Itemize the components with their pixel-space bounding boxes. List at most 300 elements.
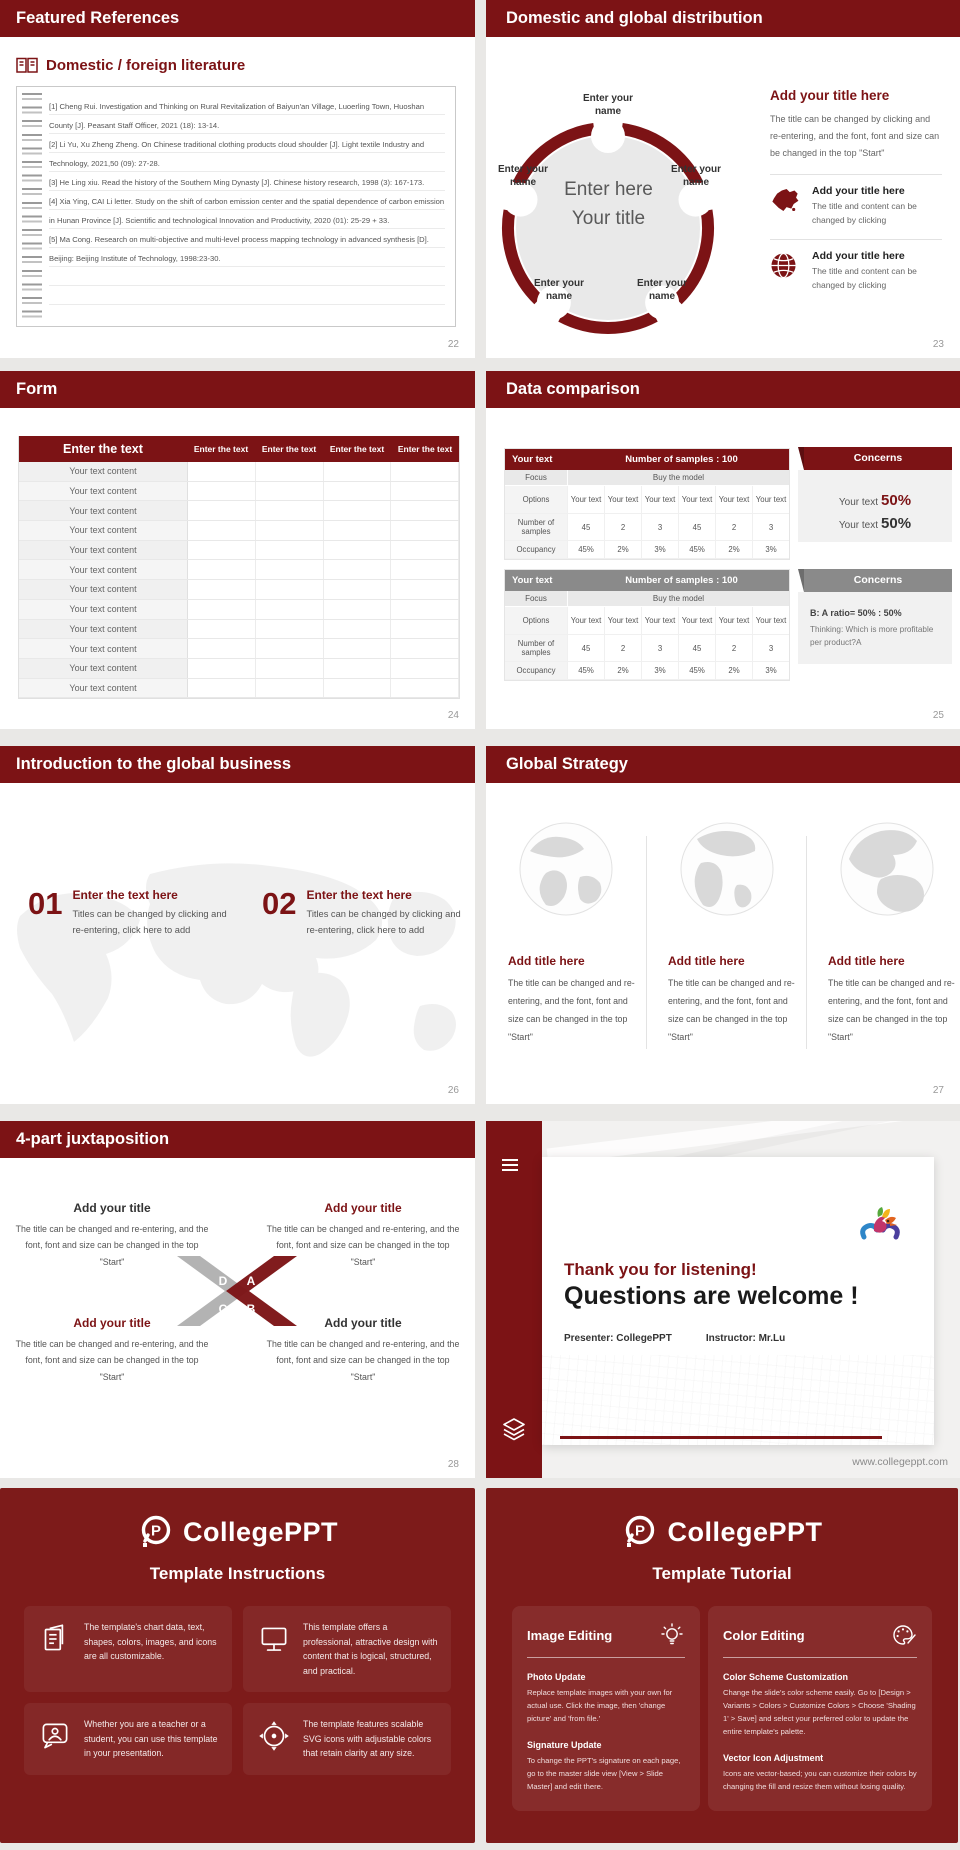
- divider: [723, 1657, 917, 1658]
- china-map-icon: [770, 185, 802, 227]
- table-cell: [188, 541, 256, 560]
- instruction-text: This template offers a professional, attractive design with content that is logical, structured, and practical.: [303, 1622, 438, 1676]
- table-cell: [188, 620, 256, 639]
- table-cell: Your text: [715, 486, 752, 513]
- table-cell: [188, 501, 256, 520]
- row-label: Your text content: [19, 620, 188, 639]
- table-cell: 45: [678, 514, 715, 540]
- quadrant-body: The title can be changed and re-entering, and the font, font and size can be changed in the top "Start": [266, 1224, 460, 1267]
- section-body: To change the PPT's signature on each page, go to the master slide view [View > Slide Master] and edit there.: [527, 1755, 681, 1791]
- table-cell: Your text: [641, 607, 678, 634]
- node-label-right: Enter your name: [671, 164, 722, 188]
- ribbon-letter-b: B: [246, 1302, 256, 1316]
- table-cell: 45%: [567, 541, 604, 558]
- table-cell: 3%: [641, 662, 678, 679]
- row-label: Options: [505, 607, 567, 634]
- table-cell: [188, 521, 256, 540]
- reference-item: [1] Cheng Rui. Investigation and Thinking on Rural Revitalization of Baiyun'an Village, Luoerling Town, Huoshan County [J]. Peasant Staff Officer, 2021 (18): 13-14.: [49, 102, 425, 130]
- item-number: 02: [262, 886, 297, 921]
- row-label: Your text content: [19, 659, 188, 678]
- gear-center-line2: Your title: [571, 208, 646, 230]
- table-cell: [391, 679, 459, 698]
- focus-value: Buy the model: [567, 591, 789, 606]
- palette-icon: [890, 1622, 917, 1648]
- row-label: Your text content: [19, 639, 188, 658]
- table-cell: [391, 600, 459, 619]
- node-label-top: Enter your name: [583, 93, 634, 117]
- table-cell: Your text: [752, 607, 789, 634]
- row-label: Number of samples: [505, 514, 567, 540]
- section-body: Change the slide's color scheme easily. Go to [Design > Variants > Colors > Customize Colors > Choose 'Shading 1' > Save] and select your preferred color to update the entire template's palette.: [723, 1688, 916, 1736]
- sidebar-accent-strip: [486, 1121, 542, 1478]
- table-cell: [391, 521, 459, 540]
- instruction-text: Whether you are a teacher or a student, you can use this template in your presentation.: [84, 1719, 218, 1758]
- concern-value: 50%: [881, 515, 912, 532]
- instructor-label: Instructor: Mr.Lu: [705, 1333, 786, 1344]
- focus-value: Buy the model: [567, 470, 789, 485]
- school-logo: [854, 1203, 906, 1255]
- logo-letter: P: [635, 1522, 646, 1540]
- table-row: [19, 679, 459, 699]
- lightbulb-icon: [659, 1622, 685, 1648]
- table-cell: [256, 521, 324, 540]
- table-header-row: [19, 436, 459, 462]
- divider: [527, 1657, 685, 1658]
- table-cell: 45%: [567, 662, 604, 679]
- column-divider: [806, 836, 807, 1049]
- table-row: [505, 607, 789, 635]
- table-cell: 2%: [715, 541, 752, 558]
- slide-title: Introduction to the global business: [16, 755, 291, 773]
- table-cell: [256, 501, 324, 520]
- section-title: Signature Update: [527, 1739, 602, 1750]
- slide-26-preview[interactable]: [0, 746, 475, 1104]
- table-cell: [256, 462, 324, 481]
- table-cell: [256, 659, 324, 678]
- slide-24-preview[interactable]: [0, 371, 475, 729]
- slide-22-preview[interactable]: [0, 0, 475, 358]
- table-row: [19, 462, 459, 482]
- table-cell: [391, 541, 459, 560]
- table-cell: 2: [604, 514, 641, 540]
- globe-illustration-1: [518, 821, 614, 917]
- quadrant-title: Add your title: [73, 1316, 151, 1330]
- logo-letter: P: [150, 1522, 161, 1540]
- reference-item: [2] Li Yu, Xu Zheng Zheng. On Chinese traditional clothing products cloud shoulder [J]. Light textile Industry and Technology, 2021,50 (09): 27-28.: [49, 140, 425, 168]
- table-cell: [188, 639, 256, 658]
- section-title: Photo Update: [527, 1672, 586, 1682]
- page-number: 26: [447, 1085, 459, 1096]
- table-cell: [324, 462, 392, 481]
- slide-title: 4-part juxtaposition: [16, 1130, 170, 1148]
- table-row: [19, 501, 459, 521]
- ratio-line: B: A ratio= 50% : 50%: [810, 608, 902, 618]
- table-cell: [256, 679, 324, 698]
- section-title: Add your title here: [770, 88, 890, 103]
- table-cell: 2: [715, 514, 752, 540]
- strategy-column-3: [828, 954, 958, 1046]
- table-row: [19, 541, 459, 561]
- numbered-item-1: [28, 888, 232, 939]
- collegeppt-logo-icon: [621, 1514, 657, 1550]
- list-item-body: The title and content can be changed by clicking: [812, 266, 917, 291]
- questions-line: Questions are welcome !: [564, 1282, 859, 1310]
- concern-text: Your text: [838, 520, 879, 531]
- focus-label: Focus: [525, 473, 547, 482]
- section-body: Replace template images with your own for actual use. Click the image, then 'change picture' and 'from file.': [527, 1688, 673, 1723]
- table-row: [505, 486, 789, 514]
- table-header-row: [505, 570, 789, 591]
- concern-text: Your text: [838, 497, 879, 508]
- table-cell: [391, 659, 459, 678]
- row-label: Occupancy: [505, 662, 567, 679]
- row-label: Your text content: [19, 679, 188, 698]
- monitor-icon: [255, 1620, 293, 1658]
- thinking-line: Thinking: Which is more profitable per product?A: [810, 625, 934, 647]
- instruction-item: [24, 1606, 232, 1692]
- template-tutorial-panel: [486, 1488, 958, 1843]
- table-header-row: [505, 449, 789, 470]
- strategy-column-1: [508, 954, 638, 1046]
- table-cell: [324, 639, 392, 658]
- table-cell: [324, 600, 392, 619]
- section-title: Vector Icon Adjustment: [723, 1752, 824, 1763]
- table-header-cell: Enter the text: [63, 442, 143, 456]
- table-cell: [324, 521, 392, 540]
- table-row: [19, 639, 459, 659]
- thank-you-card: [542, 1157, 934, 1445]
- website-link[interactable]: www.collegeppt.com: [852, 1456, 948, 1468]
- menu-icon: [502, 1159, 518, 1174]
- instruction-item: [243, 1703, 451, 1775]
- column-title: Add title here: [508, 954, 585, 968]
- table-cell: 3%: [641, 541, 678, 558]
- slide-title: Data comparison: [506, 380, 640, 398]
- color-editing-card: [708, 1606, 932, 1811]
- list-item: [770, 174, 942, 227]
- table-corner: Your text: [512, 454, 553, 465]
- table-cell: [256, 580, 324, 599]
- template-instructions-panel: [0, 1488, 475, 1843]
- instruction-text: The template's chart data, text, shapes, colors, images, and icons are all customizable.: [84, 1622, 217, 1661]
- panel-heading: Template Instructions: [149, 1564, 326, 1583]
- slide-title: Featured References: [16, 9, 180, 27]
- column-title: Add title here: [668, 954, 745, 968]
- table-cell: [188, 659, 256, 678]
- table-cell: 45%: [678, 541, 715, 558]
- tutorial-columns: [512, 1606, 932, 1811]
- table-cell: Your text: [752, 486, 789, 513]
- row-label: Your text content: [19, 482, 188, 501]
- list-item-body: The title and content can be changed by clicking: [812, 201, 917, 225]
- reference-item: [3] He Ling xiu. Read the history of the Southern Ming Dynasty [J]. Chinese history research, 1998 (3): 167-173.: [49, 178, 425, 187]
- column-body: The title can be changed and re-entering, and the font, font and size can be changed in the top "Start": [668, 978, 795, 1043]
- table-cell: 2%: [604, 541, 641, 558]
- quadrant-title: Add your title: [324, 1201, 402, 1215]
- item-title: Enter the text here: [306, 888, 412, 902]
- instruction-item: [24, 1703, 232, 1775]
- globe-icon: [770, 250, 802, 292]
- slide-25-preview[interactable]: [486, 371, 960, 729]
- table-cell: [188, 580, 256, 599]
- gear-center-line1: Enter here: [564, 179, 653, 200]
- table-cell: Your text: [567, 607, 604, 634]
- brand-name: CollegePPT: [182, 1516, 339, 1547]
- table-cell: [391, 580, 459, 599]
- vector-scale-icon: [255, 1717, 293, 1755]
- table-cell: [391, 639, 459, 658]
- table-cell: [391, 482, 459, 501]
- table-header-cell: Enter the text: [329, 444, 385, 454]
- slide-title-bar: [0, 1121, 475, 1158]
- concerns-title: Concerns: [804, 447, 952, 470]
- instruction-item: [243, 1606, 451, 1692]
- literature-heading: [16, 57, 475, 74]
- table-cell: [256, 600, 324, 619]
- gear-center-text: [526, 175, 691, 234]
- brand-name: CollegePPT: [667, 1516, 823, 1547]
- table-cell: Your text: [604, 486, 641, 513]
- row-label: Your text content: [19, 541, 188, 560]
- table-row: [505, 635, 789, 662]
- form-table: [18, 436, 460, 699]
- concerns-callout-1: [798, 447, 952, 542]
- table-row: [505, 514, 789, 541]
- row-label: Your text content: [19, 462, 188, 481]
- collegeppt-logo: [486, 1514, 958, 1550]
- table-row: [19, 560, 459, 580]
- table-cell: 45: [678, 635, 715, 661]
- table-cell: [324, 482, 392, 501]
- comparison-table-1: [504, 448, 790, 560]
- item-number: 01: [28, 886, 63, 921]
- list-item-title: Add your title here: [812, 185, 905, 198]
- table-cell: Your text: [678, 486, 715, 513]
- references-list: [49, 97, 445, 318]
- credits-row: [564, 1333, 785, 1344]
- ribbon-letter-c: C: [218, 1302, 228, 1316]
- table-cell: 45: [567, 514, 604, 540]
- table-cell: Your text: [567, 486, 604, 513]
- column-title: Add title here: [828, 954, 905, 968]
- book-icon: [16, 57, 38, 74]
- table-cell: [188, 462, 256, 481]
- table-row: [19, 659, 459, 679]
- table-cell: [324, 679, 392, 698]
- table-row: [19, 600, 459, 620]
- table-cell: 2%: [604, 662, 641, 679]
- table-cell: [324, 659, 392, 678]
- concern-line: [808, 492, 942, 509]
- table-cell: 3: [641, 514, 678, 540]
- concerns-callout-2: [798, 569, 952, 664]
- page-number: 28: [447, 1459, 459, 1470]
- table-cell: [324, 501, 392, 520]
- literature-heading-label: Domestic / foreign literature: [46, 57, 246, 74]
- x-ribbon-graphic: [172, 1251, 302, 1331]
- table-subheader-row: [505, 591, 789, 607]
- table-header-cell: Enter the text: [261, 444, 317, 454]
- quadrant-body: The title can be changed and re-entering, and the font, font and size can be changed in the top "Start": [266, 1339, 460, 1382]
- table-cell: Your text: [604, 607, 641, 634]
- table-cell: [188, 600, 256, 619]
- table-cell: [391, 560, 459, 579]
- card-title: Image Editing: [527, 1627, 613, 1643]
- section-body: The title can be changed by clicking and re-entering, and the font, font and size can be changed in the top "Start": [770, 114, 940, 159]
- slide-title: Global Strategy: [506, 755, 628, 773]
- table-row: [19, 580, 459, 600]
- layers-diamond-icon: [500, 1417, 528, 1441]
- ribbon-letter-d: D: [218, 1274, 228, 1288]
- reference-item: [5] Ma Cong. Research on multi-objective and multi-level process mapping technology in advanced synthesis [D]. Beijing: Beijing Institute of Technology, 1998:23-30.: [49, 235, 429, 263]
- right-column: [770, 88, 942, 293]
- thank-you-slide-preview[interactable]: [486, 1121, 960, 1478]
- table-row: [19, 620, 459, 640]
- table-row: [505, 662, 789, 680]
- page-number: 23: [932, 339, 944, 350]
- slide-title-bar: [486, 371, 960, 408]
- table-cell: 3%: [752, 662, 789, 679]
- section-body: Icons are vector-based; you can customize their colors by changing the fill and resize them without losing quality.: [723, 1768, 917, 1791]
- column-divider: [646, 836, 647, 1049]
- table-cell: [324, 620, 392, 639]
- slide-title: Form: [16, 380, 58, 398]
- list-item: [770, 239, 942, 292]
- table-cell: [256, 620, 324, 639]
- quadrant-title: Add your title: [324, 1316, 402, 1330]
- strategy-column-2: [668, 954, 798, 1046]
- node-label-bottom-left: Enter your name: [534, 278, 585, 302]
- table-cell: 2: [604, 635, 641, 661]
- table-cell: 3%: [752, 541, 789, 558]
- item-body: Titles can be changed by clicking and re-entering, click here to add: [72, 909, 227, 936]
- wireframe-mesh-decoration: [542, 1355, 934, 1445]
- quadrant-body: The title can be changed and re-entering, and the font, font and size can be changed in the top "Start": [15, 1339, 209, 1382]
- table-cell: [256, 541, 324, 560]
- item-title: Enter the text here: [72, 888, 178, 902]
- table-header-cell: Enter the text: [397, 444, 453, 454]
- chat-user-icon: [36, 1717, 74, 1755]
- table-cell: [324, 541, 392, 560]
- card-title: Color Editing: [723, 1627, 805, 1643]
- row-label: Your text content: [19, 521, 188, 540]
- instructions-grid: [24, 1606, 451, 1775]
- table-cell: [188, 482, 256, 501]
- section-title: Color Scheme Customization: [723, 1672, 849, 1682]
- collegeppt-logo: [0, 1514, 475, 1550]
- table-cell: [188, 560, 256, 579]
- item-body: Titles can be changed by clicking and re-entering, click here to add: [306, 909, 461, 936]
- table-cell: 3: [752, 635, 789, 661]
- page-number: 25: [932, 710, 944, 721]
- slide-title-bar: [0, 371, 475, 408]
- concerns-title: Concerns: [804, 569, 952, 592]
- row-label: Options: [505, 486, 567, 513]
- quadrant-body: The title can be changed and re-entering, and the font, font and size can be changed in the top "Start": [15, 1224, 209, 1267]
- table-cell: [256, 560, 324, 579]
- spiral-binding-icon: [22, 93, 42, 320]
- table-row: [19, 482, 459, 502]
- table-cell: [391, 620, 459, 639]
- collegeppt-logo-icon: [137, 1514, 173, 1550]
- row-label: Your text content: [19, 580, 188, 599]
- globe-illustration-3: [839, 821, 935, 917]
- table-cell: [324, 560, 392, 579]
- table-cell: [188, 679, 256, 698]
- column-body: The title can be changed and re-entering, and the font, font and size can be changed in the top "Start": [508, 978, 635, 1043]
- table-header-title: Number of samples : 100: [625, 454, 738, 465]
- slide-title: Domestic and global distribution: [506, 9, 763, 27]
- thanks-line: Thank you for listening!: [564, 1260, 757, 1279]
- table-corner: Your text: [512, 575, 553, 586]
- ribbon-letter-a: A: [246, 1274, 256, 1288]
- page-number: 24: [447, 710, 459, 721]
- reference-item: [4] Xia Ying, CAI Li letter. Study on the shift of carbon emission center and the spatial dependence of carbon emission in Hunan Province [J]. Scientific and technological Innovation and Productivity, 2020 (01): 25-29 + 33.: [49, 197, 445, 225]
- references-box: [16, 86, 456, 327]
- table-cell: 45: [567, 635, 604, 661]
- slide-27-preview[interactable]: [486, 746, 960, 1104]
- row-label: Number of samples: [505, 635, 567, 661]
- slide-title-bar: [0, 0, 475, 37]
- table-cell: [256, 639, 324, 658]
- quadrant-title: Add your title: [73, 1201, 151, 1215]
- node-label-left: Enter your name: [498, 164, 549, 188]
- page-number: 27: [932, 1085, 944, 1096]
- table-cell: 3: [752, 514, 789, 540]
- panel-heading: Template Tutorial: [652, 1564, 792, 1583]
- page-number: 22: [447, 339, 459, 350]
- slide-title-bar: [0, 746, 475, 783]
- row-label: Your text content: [19, 600, 188, 619]
- table-cell: [391, 462, 459, 481]
- row-label: Your text content: [19, 501, 188, 520]
- comparison-table-2: [504, 569, 790, 681]
- concern-line: [808, 515, 942, 532]
- table-header-title: Number of samples : 100: [625, 575, 738, 586]
- concern-value: 50%: [881, 492, 912, 509]
- slides-stack-icon: [36, 1620, 74, 1658]
- table-cell: 3: [641, 635, 678, 661]
- table-cell: Your text: [641, 486, 678, 513]
- numbered-item-2: [262, 888, 466, 939]
- table-cell: 2: [715, 635, 752, 661]
- slide-23-preview[interactable]: [486, 0, 960, 358]
- table-cell: Your text: [678, 607, 715, 634]
- list-item-title: Add your title here: [812, 250, 905, 263]
- table-cell: 2%: [715, 662, 752, 679]
- table-cell: Your text: [715, 607, 752, 634]
- slide-title-bar: [486, 0, 960, 37]
- table-row: [505, 541, 789, 559]
- image-editing-card: [512, 1606, 700, 1811]
- slide-28-preview[interactable]: [0, 1121, 475, 1478]
- accent-rule: [560, 1436, 882, 1439]
- presenter-label: Presenter: CollegePPT: [564, 1333, 672, 1344]
- table-cell: [391, 501, 459, 520]
- focus-label: Focus: [525, 594, 547, 603]
- table-row: [19, 521, 459, 541]
- row-label: Your text content: [19, 560, 188, 579]
- table-cell: [324, 580, 392, 599]
- node-label-bottom-right: Enter your name: [637, 278, 688, 302]
- column-body: The title can be changed and re-entering, and the font, font and size can be changed in the top "Start": [828, 978, 955, 1043]
- table-subheader-row: [505, 470, 789, 486]
- slide-title-bar: [486, 746, 960, 783]
- table-cell: 45%: [678, 662, 715, 679]
- row-label: Occupancy: [505, 541, 567, 558]
- instruction-text: The template features scalable SVG icons with adjustable colors that retain clarity at any size.: [303, 1719, 432, 1758]
- table-header-cell: Enter the text: [193, 444, 249, 454]
